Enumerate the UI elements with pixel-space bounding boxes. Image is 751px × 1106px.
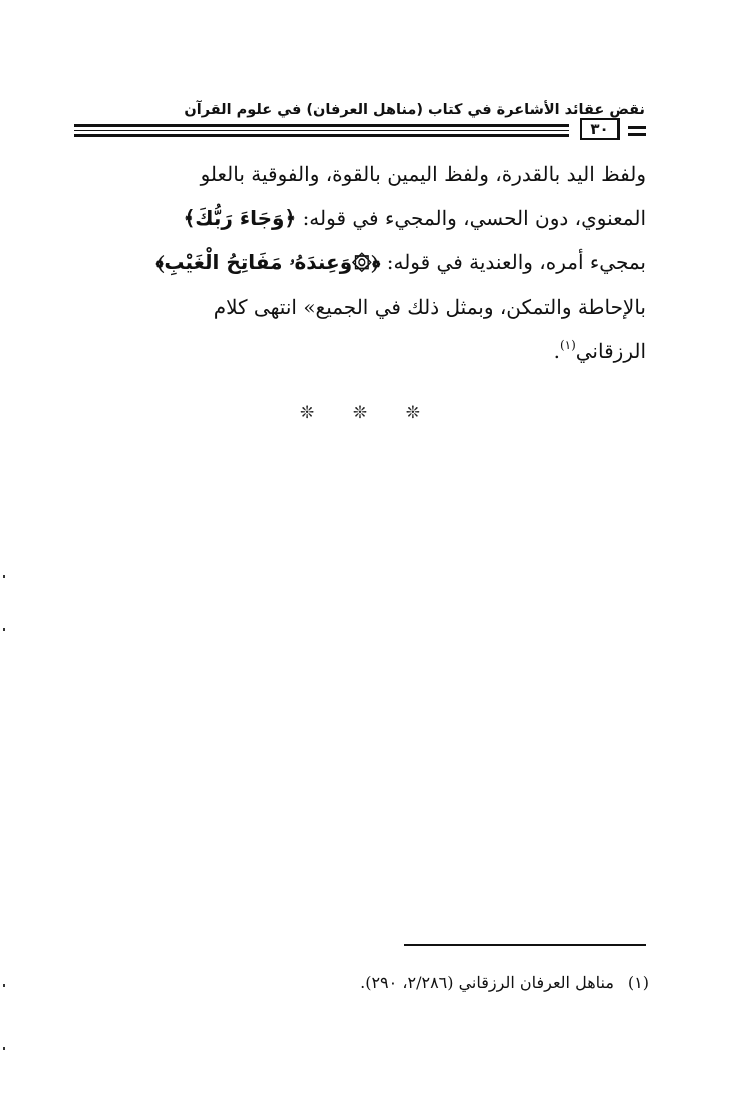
page-number-text: ٣٠ <box>590 119 609 138</box>
header-rule-thick <box>74 124 569 127</box>
running-title: نقض عقائد الأشاعرة في كتاب (مناهل العرفان) في علوم القرآن <box>184 102 645 118</box>
footnote-text: مناهل العرفان الرزقاني (٢/٢٨٦، ٢٩٠). <box>360 973 614 992</box>
header-rule-thick-lower <box>74 134 569 137</box>
footnote-reference: (١) <box>559 337 576 352</box>
header-dash-bottom <box>628 133 646 136</box>
header-rule-thin <box>74 130 569 131</box>
header-dash-top <box>628 126 646 129</box>
section-separator <box>300 403 420 423</box>
asterism-icon: ❊ <box>405 403 420 423</box>
quran-verse-2: ﴿۞وَعِندَهُۥ مَفَاتِحُ الْغَيْبِ﴾ <box>155 250 381 275</box>
footnote-number: (١) <box>627 973 649 992</box>
scan-speck <box>3 575 5 578</box>
scan-speck <box>3 1047 5 1050</box>
body-line-5: الرزقاني$^{(١)}$. <box>553 337 646 363</box>
scan-speck <box>3 628 5 631</box>
asterism-icon: ❊ <box>352 403 368 423</box>
quran-verse-1: ﴿وَجَاءَ رَبُّكَ﴾ <box>183 206 297 231</box>
asterism-icon: ❊ <box>300 403 315 423</box>
body-line-1: ولفظ اليد بالقدرة، ولفظ اليمين بالقوة، والفوقية بالعلو <box>200 162 646 186</box>
page-number <box>580 118 620 140</box>
body-line-4: بالإحاطة والتمكن، وبمثل ذلك في الجميع» انتهى كلام <box>213 294 646 319</box>
footnote <box>360 973 649 992</box>
scan-speck <box>3 984 5 987</box>
footnote-rule <box>404 944 646 946</box>
body-line-3: بمجيء أمره، والعندية في قوله: ﴿۞وَعِندَهُۥ مَفَاتِحُ الْغَيْبِ﴾ <box>155 250 646 275</box>
body-line-2: المعنوي، دون الحسي، والمجيء في قوله: ﴿وَجَاءَ رَبُّكَ﴾ <box>183 206 646 231</box>
body-text <box>74 152 646 373</box>
